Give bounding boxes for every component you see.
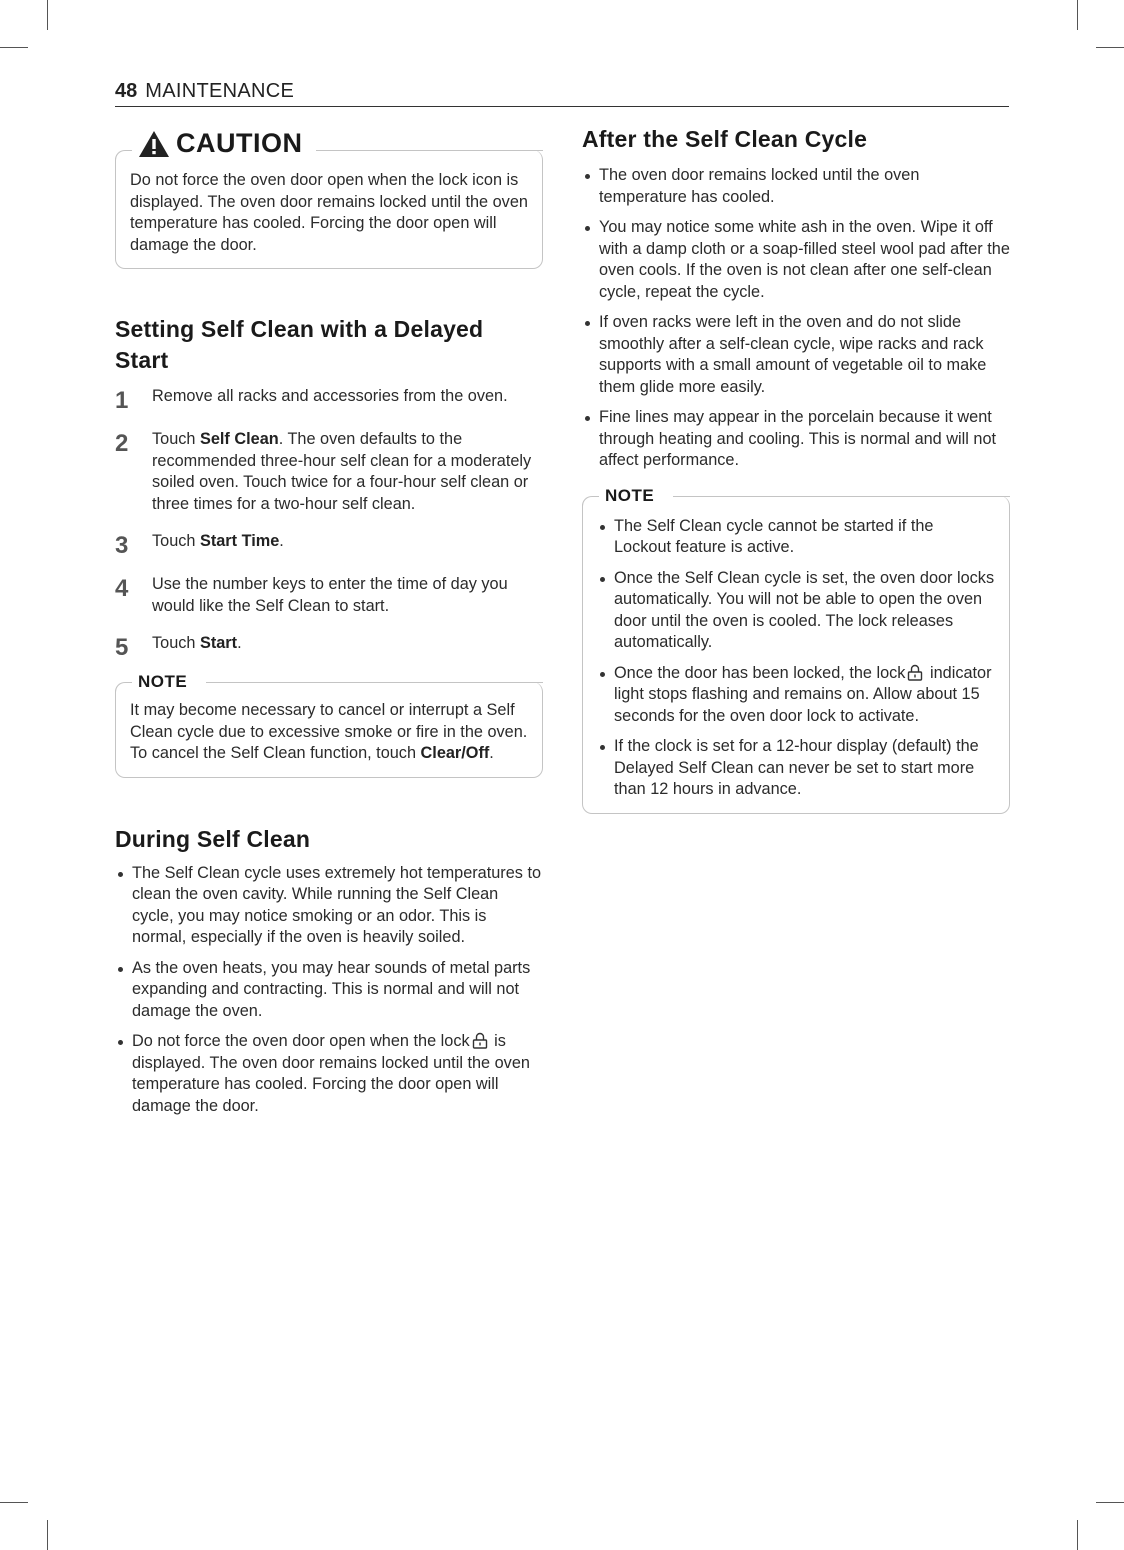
- note-box: [582, 485, 1010, 814]
- step-item: 5 Touch Start.: [115, 634, 242, 661]
- crop-mark: [0, 47, 28, 48]
- crop-mark: [1096, 47, 1124, 48]
- list-item: Once the Self Clean cycle is set, the oven door locks automatically. You will not be able to open the oven door until the oven is cooled. The lock releases automatically.: [597, 568, 995, 654]
- page-number: 48: [115, 80, 138, 102]
- left-column: [115, 130, 543, 1126]
- step-item: 3 Touch Start Time.: [115, 532, 284, 559]
- list-item: The Self Clean cycle cannot be started if the Lockout feature is active.: [597, 516, 995, 559]
- crop-mark: [1077, 1520, 1078, 1550]
- list-item: You may notice some white ash in the oven. Wipe it off with a damp cloth or a soap-filled steel wool pad after the oven cools. If the oven is not clean after one self-clean cycle, repeat the cycle.: [582, 217, 1010, 303]
- during-list: [115, 863, 543, 1118]
- step-item: 4 Use the number keys to enter the time of day you would like the Self Clean to start.: [115, 575, 508, 615]
- step-item: 1 Remove all racks and accessories from the oven.: [115, 387, 508, 414]
- crop-mark: [0, 1502, 28, 1503]
- list-item: Once the door has been locked, the lock indicator light stops flashing and remains on. Allow about 15 seconds for the oven door lock to activate.: [597, 663, 995, 728]
- list-item: Do not force the oven door open when the lock is displayed. The oven door remains locked until the oven temperature has cooled. Forcing the door open will damage the door.: [115, 1031, 543, 1117]
- crop-mark: [47, 0, 48, 30]
- page-header: [115, 80, 1009, 107]
- lock-icon: [472, 1032, 488, 1049]
- section-title: MAINTENANCE: [145, 80, 295, 102]
- step-list: [115, 386, 543, 660]
- list-item: If the clock is set for a 12-hour display (default) the Delayed Self Clean can never be set to start more than 12 hours in advance.: [597, 736, 995, 801]
- caution-text: Do not force the oven door open when the lock icon is displayed. The oven door remains locked until the oven temperature has cooled. Forcing the door open will damage the door.: [130, 171, 528, 254]
- list-item: Fine lines may appear in the porcelain because it went through heating and cooling. This is normal and will not affect performance.: [582, 407, 1010, 472]
- note-text: It may become necessary to cancel or interrupt a Self Clean cycle due to excessive smoke or fire in the oven. To cancel the Self Clean function, touch Clear/Off.: [130, 701, 528, 762]
- right-column: [582, 124, 1010, 814]
- crop-mark: [47, 1520, 48, 1550]
- caution-label: CAUTION: [134, 130, 309, 158]
- note-box: [115, 672, 543, 778]
- caution-box: [115, 128, 543, 269]
- setting-title: Setting Self Clean with a Delayed Start: [115, 316, 484, 373]
- crop-mark: [1077, 0, 1078, 30]
- list-item: As the oven heats, you may hear sounds of metal parts expanding and contracting. This is normal and will not damage the oven.: [115, 958, 543, 1023]
- note-list: [597, 516, 995, 801]
- step-item: 2 Touch Self Clean. The oven defaults to the recommended three-hour self clean for a moderately soiled oven. Touch twice for a four-hour self clean or three times for a two-hour self clean.: [115, 430, 532, 513]
- warning-triangle-icon: [138, 130, 170, 158]
- list-item: If oven racks were left in the oven and do not slide smoothly after a self-clean cycle, wipe racks and rack supports with a small amount of vegetable oil to make them glide more easily.: [582, 312, 1010, 398]
- after-list: [582, 165, 1010, 472]
- after-title: After the Self Clean Cycle: [582, 126, 868, 152]
- crop-mark: [1096, 1502, 1124, 1503]
- note-label: NOTE: [134, 671, 193, 693]
- during-title: During Self Clean: [115, 825, 311, 852]
- list-item: The Self Clean cycle uses extremely hot temperatures to clean the oven cavity. While running the Self Clean cycle, you may notice smoking or an odor. This is normal, especially if the oven is heavily soiled.: [115, 863, 543, 949]
- list-item: The oven door remains locked until the oven temperature has cooled.: [582, 165, 1010, 208]
- note-label: NOTE: [601, 485, 660, 507]
- lock-icon: [907, 664, 923, 681]
